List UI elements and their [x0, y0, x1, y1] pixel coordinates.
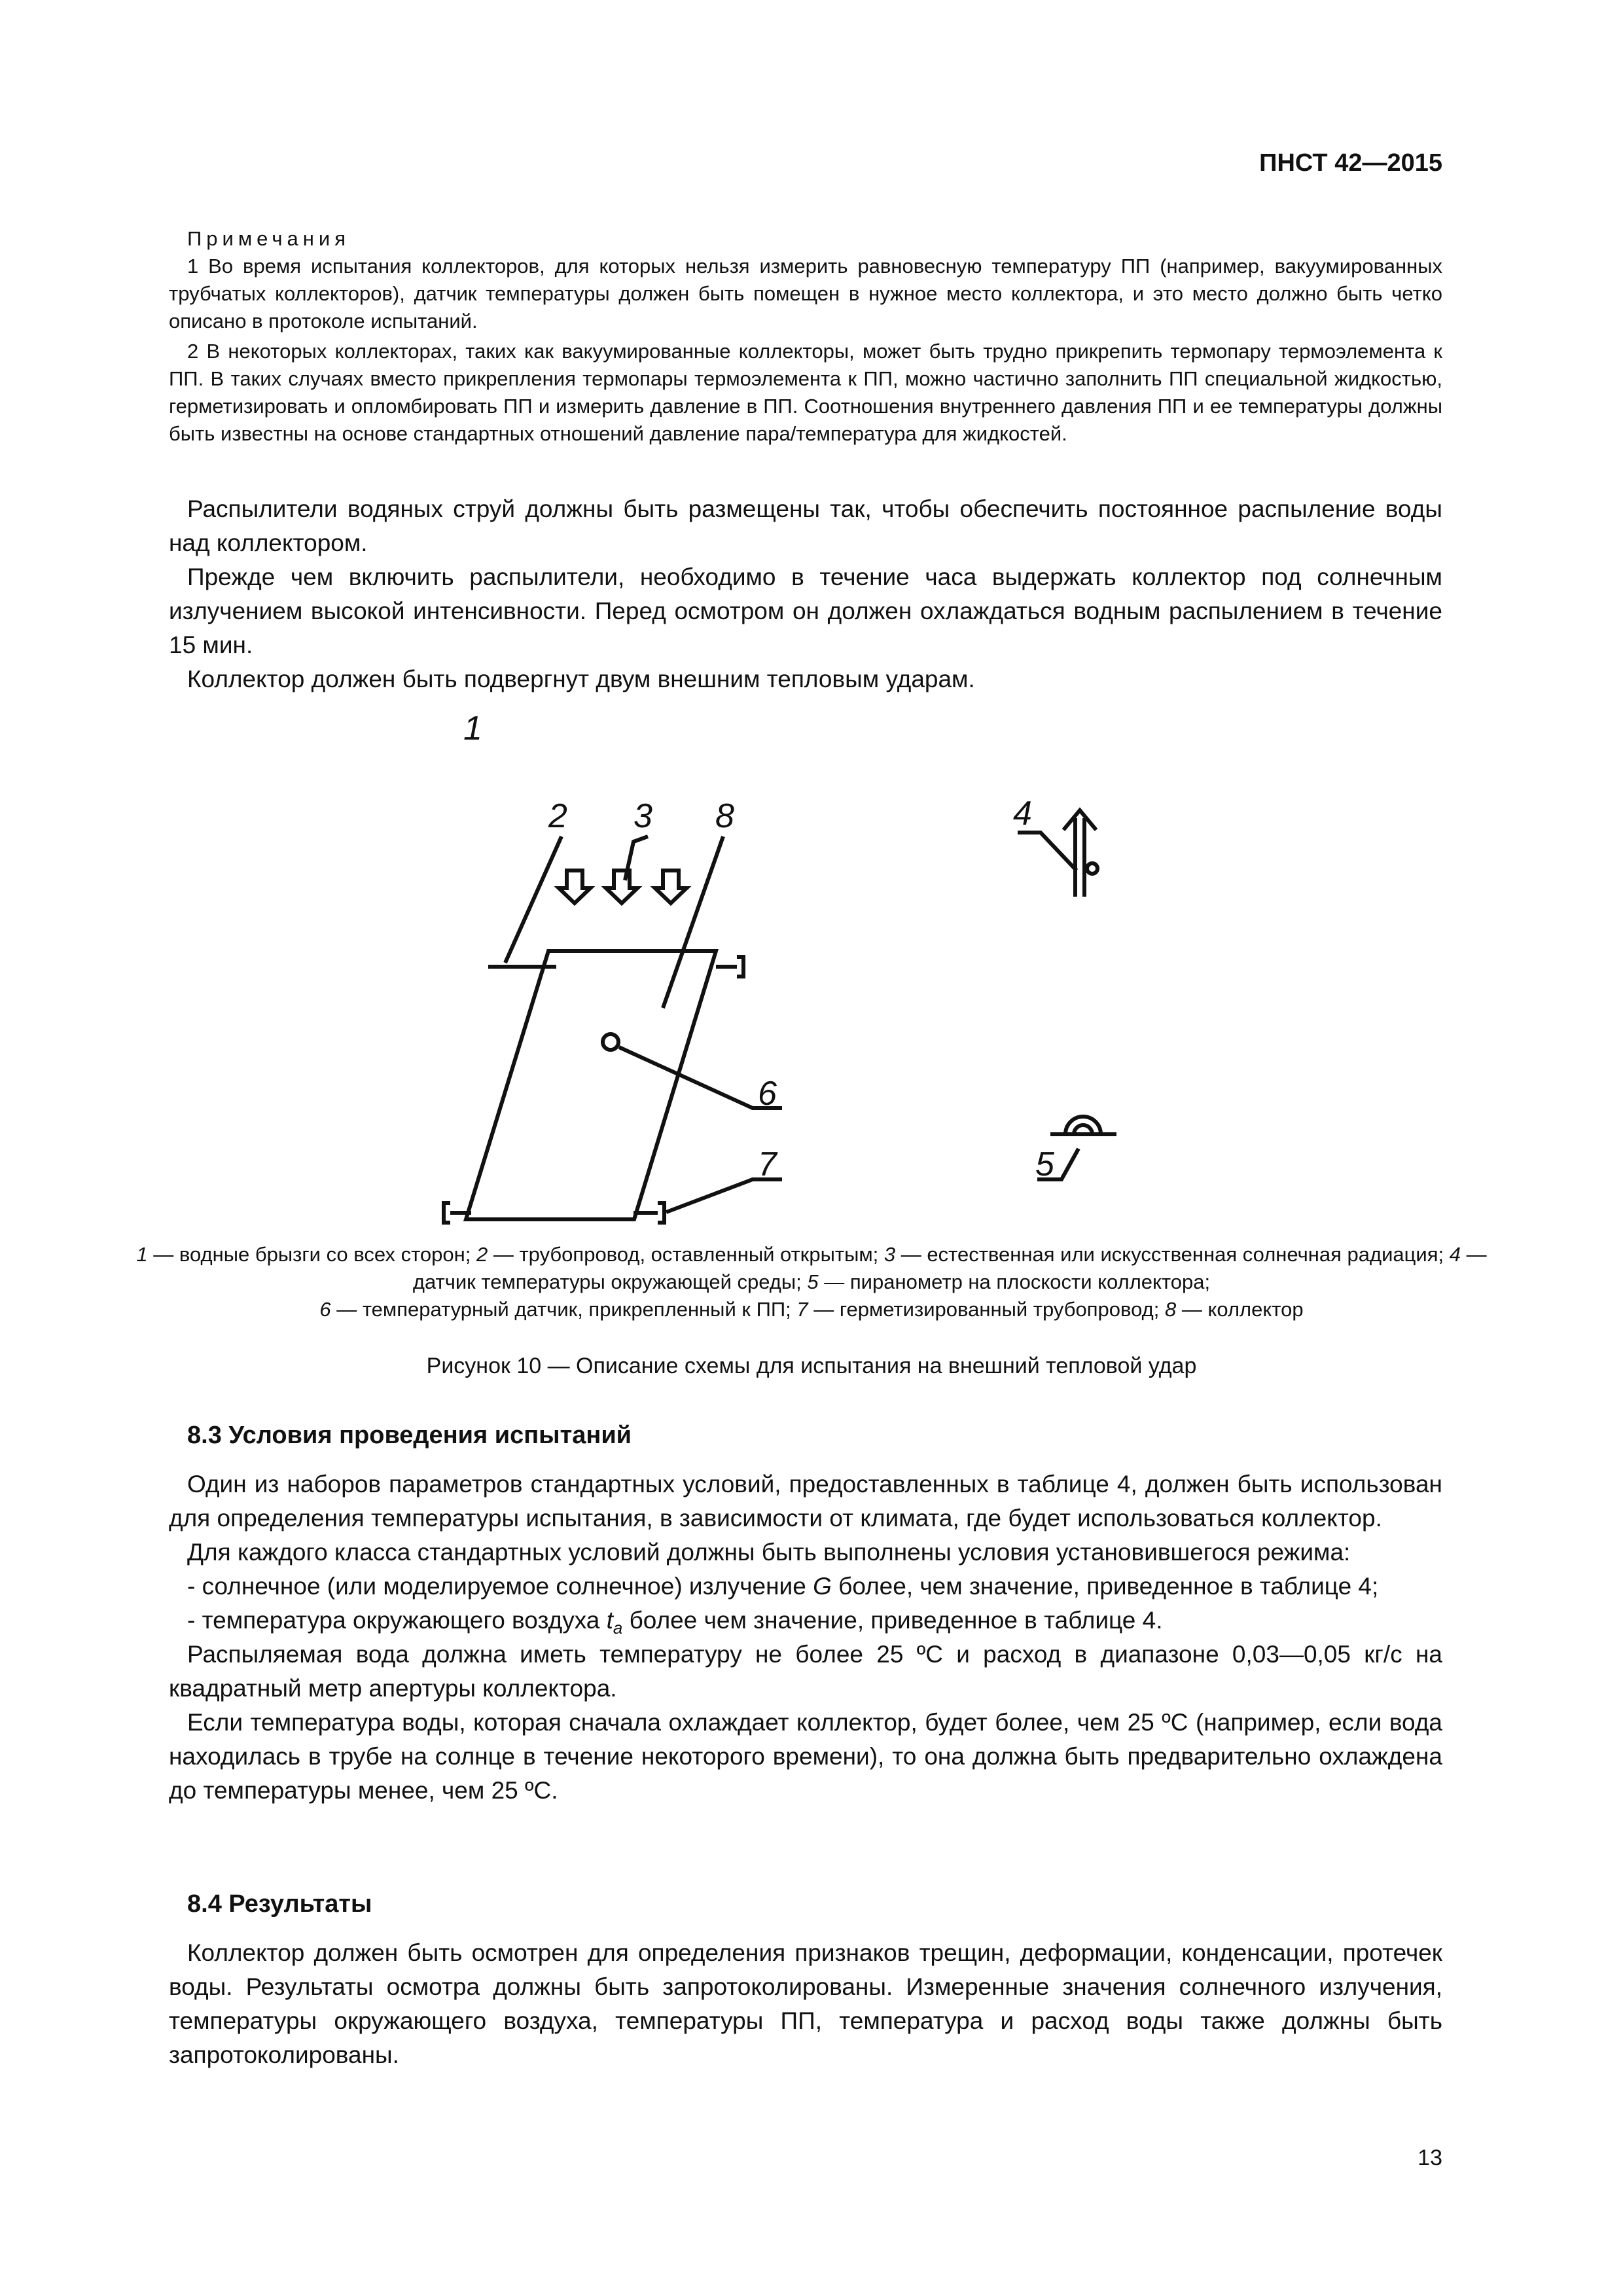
legend-number: 6 — [319, 1298, 331, 1321]
leader-7 — [666, 1179, 782, 1212]
paragraph: Коллектор должен быть подвергнут двум внешним тепловым ударам. — [187, 666, 975, 692]
page-number: 13 — [1418, 2145, 1442, 2170]
text-run: более чем значение, приведенное в таблице 4. — [622, 1607, 1163, 1634]
paragraph — [169, 1604, 1442, 1638]
variable-subscript-a: a — [613, 1619, 623, 1638]
section-heading-8-4: 8.4 Результаты — [187, 1890, 372, 1918]
legend-text: — датчик температуры окружающей среды; — [412, 1243, 1487, 1293]
figure-label-5: 5 — [1035, 1145, 1054, 1183]
leader-8 — [663, 836, 723, 1008]
leader-4 — [1018, 833, 1077, 870]
legend-number: 1 — [136, 1243, 148, 1266]
figure-label-4: 4 — [1013, 795, 1032, 833]
paragraph: Прежде чем включить распылители, необходимо в течение часа выдержать коллектор под солнечным излучением высокой интенсивности. Перед осмотром он должен охлаждаться водным распылением в течение 15 мин. — [169, 564, 1442, 658]
figure-label-7: 7 — [758, 1145, 777, 1183]
section-8-3-body — [169, 1467, 1442, 1808]
notes-title: Примечания — [187, 227, 350, 250]
text-run: более, чем значение, приведенное в таблице 4; — [831, 1573, 1379, 1600]
note-item: 2 В некоторых коллекторах, таких как вакуумированные коллекторы, может быть трудно прикрепить термопару термоэлемента к ПП. В таких случаях вместо прикрепления термопары термоэлемента к ПП, можно частично заполнить ПП специальной жидкостью, герметизировать и опломбировать ПП и измерить давление в ПП. Соотношения внутреннего давления ПП и ее температуры должны быть известны на основе стандартных отношений давление пара/температура для жидкостей. — [169, 340, 1442, 445]
paragraph: Распыляемая вода должна иметь температуру не более 25 ºС и расход в диапазоне 0,03—0,05 кг/с на квадратный метр апертуры коллектора. — [169, 1641, 1442, 1702]
paragraph: Если температура воды, которая сначала охлаждает коллектор, будет более, чем 25 ºС (например, если вода находилась в трубе на солнце в течение некоторого времени), то она должна быть предварительно охлаждена до температуры менее, чем 25 ºС. — [169, 1709, 1442, 1804]
legend-number: 5 — [807, 1270, 819, 1293]
legend-number: 7 — [796, 1298, 808, 1321]
sealed-pipe-top — [716, 957, 743, 977]
absorber-sensor — [603, 1034, 618, 1050]
legend-text: — пиранометр на плоскости коллектора; — [818, 1270, 1211, 1293]
legend-text: — коллектор — [1176, 1298, 1304, 1321]
paragraph: Распылители водяных струй должны быть размещены так, чтобы обеспечить постоянное распыление воды над коллектором. — [169, 495, 1442, 556]
collector-panel — [466, 951, 716, 1219]
legend-number: 4 — [1449, 1243, 1461, 1266]
legend-text: — герметизированный трубопровод; — [808, 1298, 1166, 1321]
document-id: ПНСТ 42—2015 — [1259, 149, 1442, 177]
figure-label-3: 3 — [633, 797, 652, 835]
paragraph — [169, 1570, 1442, 1604]
paragraph: Один из наборов параметров стандартных условий, предоставленных в таблице 4, должен быть использован для определения температуры испытания, в зависимости от климата, где будет использоваться коллектор. — [169, 1471, 1442, 1532]
figure-caption: Рисунок 10 — Описание схемы для испытания на внешний тепловой удар — [426, 1354, 1197, 1378]
figure-label-2: 2 — [548, 797, 567, 835]
legend-number: 3 — [883, 1243, 896, 1266]
figure-label-1: 1 — [463, 709, 482, 747]
legend-text: — естественная или искусственная солнечная радиация; — [895, 1243, 1450, 1266]
leader-2 — [505, 836, 562, 963]
section-8-4-body — [169, 1936, 1442, 2072]
legend-text: — трубопровод, оставленный открытым; — [488, 1243, 884, 1266]
legend-text: — водные брызги со всех сторон; — [147, 1243, 476, 1266]
figure-label-8: 8 — [715, 797, 734, 835]
figure-legend — [118, 1241, 1505, 1323]
paragraph: Для каждого класса стандартных условий должны быть выполнены условия установившегося режима: — [187, 1539, 1351, 1566]
legend-number: 2 — [476, 1243, 488, 1266]
legend-text: — температурный датчик, прикрепленный к ПП; — [330, 1298, 797, 1321]
radiation-arrow — [655, 870, 687, 903]
radiation-arrow — [559, 870, 590, 903]
ambient-temperature-sensor — [1063, 810, 1097, 897]
variable-t: t — [606, 1607, 613, 1634]
section-heading-8-3: 8.3 Условия проведения испытаний — [187, 1422, 632, 1449]
body-block-1 — [169, 492, 1442, 696]
legend-number: 8 — [1165, 1298, 1177, 1321]
notes-block — [169, 225, 1442, 450]
variable-G: G — [813, 1573, 832, 1600]
text-run: - температура окружающего воздуха — [187, 1607, 607, 1634]
text-run: - солнечное (или моделируемое солнечное) излучение — [187, 1573, 813, 1600]
paragraph: Коллектор должен быть осмотрен для определения признаков трещин, деформации, конденсации, протечек воды. Результаты осмотра должны быть запротоколированы. Измеренные значения солнечного излучения, температуры окружающего воздуха, температуры ПП, температура и расход воды также должны быть запротоколированы. — [169, 1939, 1442, 2068]
figure-label-6: 6 — [758, 1075, 777, 1113]
pyranometer — [1050, 1117, 1116, 1134]
figure-10-diagram — [0, 707, 1623, 1230]
radiation-arrow — [606, 870, 637, 903]
note-item: 1 Во время испытания коллекторов, для которых нельзя измерить равновесную температуру ПП (например, вакуумированных трубчатых коллекторов), датчик температуры должен быть помещен в нужное место коллектора, и это место должно быть четко описано в протоколе испытаний. — [169, 255, 1442, 332]
